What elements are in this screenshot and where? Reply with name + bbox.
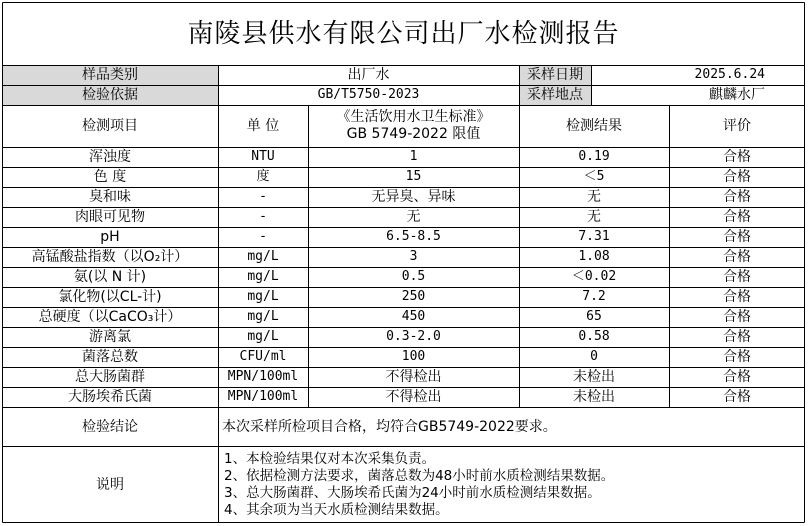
- row-result: 0.19: [578, 149, 610, 164]
- sample-date-label: 采样日期: [519, 65, 591, 85]
- row-evaluation: 合格: [723, 389, 751, 405]
- column-header-limit: [308, 105, 519, 147]
- report-title: 南陵县供水有限公司出厂水检测报告: [187, 18, 620, 49]
- row-unit: CFU/ml: [239, 349, 287, 364]
- row-unit: mg/L: [247, 269, 279, 284]
- row-limit: 250: [401, 289, 426, 304]
- note-line-4: 4、其余项为当天水质检测结果数据。: [224, 501, 449, 518]
- row-limit: 不得检出: [385, 369, 442, 385]
- row-unit: mg/L: [247, 249, 279, 264]
- row-unit: MPN/100ml: [227, 369, 299, 384]
- limit-header-line1: 《生活饮用水卫生标准》: [336, 109, 491, 125]
- row-evaluation: 合格: [723, 269, 751, 285]
- row-item: 臭和味: [89, 189, 131, 205]
- column-header-evaluation: 评价: [723, 118, 751, 134]
- report-table: [2, 2, 805, 523]
- row-result: 65: [586, 309, 602, 324]
- row-unit: -: [259, 229, 267, 244]
- column-header-unit: 单 位: [246, 118, 280, 134]
- sample-date-value: 2025.6.24: [694, 67, 765, 82]
- row-evaluation: 合格: [723, 169, 751, 185]
- sample-site-value: 麒麟水厂: [709, 87, 765, 103]
- conclusion-text: 本次采样所检项目合格，均符合GB5749-2022要求。: [222, 418, 557, 435]
- row-evaluation: 合格: [723, 329, 751, 345]
- row-evaluation: 合格: [723, 309, 751, 325]
- row-result: 未检出: [573, 369, 615, 385]
- row-item: 肉眼可见物: [75, 209, 145, 225]
- row-result: 0.58: [578, 329, 610, 344]
- row-evaluation: 合格: [723, 249, 751, 265]
- row-limit: 15: [405, 169, 422, 184]
- row-result: 1.08: [578, 249, 610, 264]
- row-item: 色 度: [93, 169, 127, 185]
- row-item: 总硬度（以CaCO₃计）: [38, 309, 182, 325]
- row-evaluation: 合格: [723, 149, 751, 165]
- row-item: 高锰酸盐指数（以O₂计）: [31, 249, 189, 265]
- row-result: 7.31: [578, 229, 610, 244]
- row-unit: -: [259, 189, 267, 204]
- row-limit: 1: [409, 149, 418, 164]
- row-result: 无: [587, 209, 601, 225]
- notes-label: 说明: [96, 476, 124, 493]
- row-evaluation: 合格: [723, 289, 751, 305]
- sample-type-value: 出厂水: [347, 67, 390, 83]
- notes-list: [218, 446, 805, 523]
- row-limit: 无: [406, 209, 421, 225]
- row-limit: 3: [409, 249, 418, 264]
- row-result: 0: [590, 349, 598, 364]
- note-line-3: 3、总大肠菌群、大肠埃希氏菌为24小时前水质检测结果数据。: [224, 484, 601, 501]
- row-unit: MPN/100ml: [227, 389, 299, 404]
- sample-site-label: 采样地点: [519, 85, 591, 105]
- sample-type-label: 样品类别: [2, 65, 218, 85]
- row-limit: 6.5-8.5: [386, 229, 441, 244]
- row-result: ＜5: [583, 169, 605, 184]
- row-limit: 0.5: [401, 269, 426, 284]
- row-item: 氯化物(以CL-计): [58, 289, 162, 305]
- basis-value: GB/T5750-2023: [317, 87, 420, 102]
- row-evaluation: 合格: [723, 209, 751, 225]
- row-unit: mg/L: [247, 309, 279, 324]
- row-limit: 无异臭、异味: [371, 189, 456, 205]
- column-header-result: 检测结果: [566, 118, 622, 134]
- row-evaluation: 合格: [723, 229, 751, 245]
- row-result: 未检出: [573, 389, 615, 405]
- column-header-item: 检测项目: [82, 118, 138, 134]
- row-evaluation: 合格: [723, 369, 751, 385]
- row-limit: 不得检出: [385, 389, 442, 405]
- row-limit: 100: [401, 349, 426, 364]
- note-line-2: 2、依据检测方法要求，菌落总数为48小时前水质检测结果数据。: [224, 467, 615, 484]
- basis-label: 检验依据: [2, 85, 218, 105]
- row-unit: mg/L: [247, 329, 279, 344]
- row-result: ＜0.02: [571, 269, 617, 284]
- row-unit: 度: [256, 169, 270, 184]
- row-item: 菌落总数: [82, 349, 138, 365]
- row-limit: 450: [401, 309, 426, 324]
- row-unit: mg/L: [247, 289, 279, 304]
- row-result: 7.2: [582, 289, 606, 304]
- row-item: 总大肠菌群: [75, 369, 145, 385]
- row-unit: -: [259, 209, 267, 224]
- row-evaluation: 合格: [723, 349, 751, 365]
- conclusion-label: 检验结论: [82, 418, 138, 435]
- row-unit: NTU: [251, 149, 275, 164]
- row-limit: 0.3-2.0: [386, 329, 441, 344]
- row-item: 大肠埃希氏菌: [68, 389, 152, 405]
- row-evaluation: 合格: [723, 189, 751, 205]
- row-result: 无: [587, 189, 601, 205]
- note-line-1: 1、本检验结果仅对本次采集负责。: [224, 450, 436, 467]
- row-item: 游离氯: [89, 329, 131, 345]
- row-item: pH: [100, 229, 120, 245]
- row-item: 氨(以 N 计): [73, 269, 147, 285]
- row-item: 浑浊度: [89, 149, 131, 165]
- limit-header-line2: GB 5749-2022 限值: [346, 126, 481, 142]
